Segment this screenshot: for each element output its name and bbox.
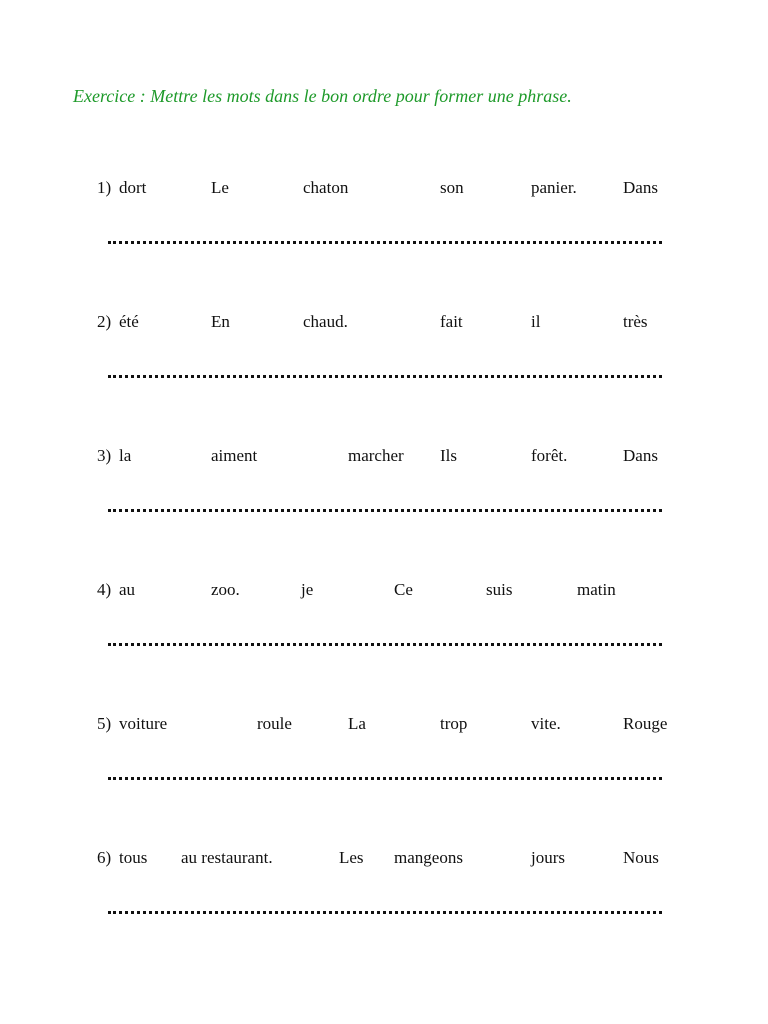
exercise-item [0, 446, 768, 526]
word: marcher [348, 446, 404, 465]
word: Nous [623, 848, 659, 867]
exercise-item [0, 312, 768, 392]
word: En [211, 312, 230, 331]
exercise-item [0, 848, 768, 928]
word: fait [440, 312, 463, 331]
answer-line[interactable] [108, 911, 662, 914]
exercise-number: 5) [97, 714, 112, 733]
exercise-number: 4) [97, 580, 112, 599]
answer-line[interactable] [108, 643, 662, 646]
exercise-number: 3) [97, 446, 112, 465]
word: au [119, 580, 136, 599]
exercise-number: 2) [97, 312, 112, 331]
word: aiment [211, 446, 258, 465]
word: chaud. [303, 312, 348, 331]
word: La [348, 714, 366, 733]
word: forêt. [531, 446, 568, 465]
word: Rouge [623, 714, 668, 733]
word: Ils [440, 446, 457, 465]
word: été [119, 312, 139, 331]
word: trop [440, 714, 468, 733]
word: mangeons [394, 848, 463, 867]
exercise-item [0, 714, 768, 794]
word: très [623, 312, 648, 331]
word: roule [257, 714, 292, 733]
word: au restaurant. [181, 848, 273, 867]
word: suis [486, 580, 513, 599]
word: Dans [623, 178, 658, 197]
exercise-number: 1) [97, 178, 112, 197]
word: Dans [623, 446, 658, 465]
answer-line[interactable] [108, 777, 662, 780]
word: voiture [119, 714, 168, 733]
word: il [531, 312, 541, 331]
word: je [301, 580, 314, 599]
word: la [119, 446, 132, 465]
word: vite. [531, 714, 561, 733]
word: matin [577, 580, 616, 599]
exercise-item [0, 178, 768, 258]
word: chaton [303, 178, 349, 197]
word: Ce [394, 580, 413, 599]
word: Les [339, 848, 364, 867]
word: panier. [531, 178, 577, 197]
word: son [440, 178, 464, 197]
word: tous [119, 848, 148, 867]
answer-line[interactable] [108, 375, 662, 378]
answer-line[interactable] [108, 509, 662, 512]
word: zoo. [211, 580, 240, 599]
word: Le [211, 178, 229, 197]
exercise-number: 6) [97, 848, 112, 867]
word: jours [531, 848, 565, 867]
exercise-instruction: Exercice : Mettre les mots dans le bon ordre pour former une phrase. [73, 86, 572, 106]
exercise-item [0, 580, 768, 660]
answer-line[interactable] [108, 241, 662, 244]
word: dort [119, 178, 147, 197]
